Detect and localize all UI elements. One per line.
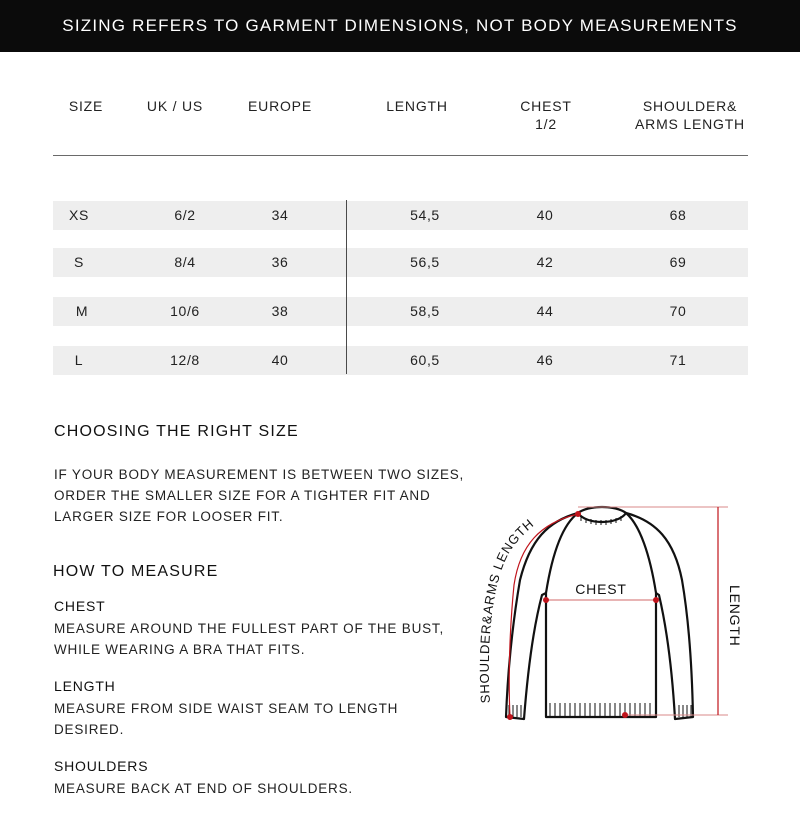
- cell-chest: 44: [536, 303, 554, 319]
- choosing-line: LARGER SIZE FOR LOOSER FIT.: [54, 509, 284, 524]
- cell-size: M: [75, 303, 89, 319]
- cell-europe: 40: [271, 352, 289, 368]
- chest-line: MEASURE AROUND THE FULLEST PART OF THE BUST,: [54, 621, 445, 636]
- sweater-diagram: [460, 495, 760, 730]
- cell-europe: 36: [271, 254, 289, 270]
- banner: [0, 0, 800, 52]
- cell-chest: 40: [536, 207, 554, 223]
- length-line: DESIRED.: [54, 722, 125, 737]
- table-column-divider: [346, 200, 347, 374]
- cuff-marker: [507, 714, 513, 720]
- header-rule: [53, 155, 748, 156]
- shoulders-line: MEASURE BACK AT END OF SHOULDERS.: [54, 781, 353, 796]
- header-length: LENGTH: [386, 98, 448, 114]
- table-row: [53, 248, 748, 277]
- chest-marker: [653, 597, 659, 603]
- choosing-line: IF YOUR BODY MEASUREMENT IS BETWEEN TWO SIZES,: [54, 467, 465, 482]
- cell-shoulder-arms: 71: [669, 352, 687, 368]
- table-row: [53, 346, 748, 375]
- cell-uk-us: 10/6: [170, 303, 200, 319]
- cell-size: XS: [69, 207, 89, 223]
- header-uk-us: UK / US: [146, 98, 204, 114]
- shoulder-arms-label-path: SHOULDER&ARMS LENGTH: [476, 515, 537, 704]
- cell-shoulder-arms: 70: [669, 303, 687, 319]
- chest-label: CHEST: [575, 581, 627, 597]
- cell-length: 60,5: [410, 352, 440, 368]
- length-label: LENGTH: [727, 585, 743, 647]
- how-title: HOW TO MEASURE: [53, 563, 219, 580]
- header-shoulder-arms: SHOULDER& ARMS LENGTH: [635, 98, 745, 132]
- cell-shoulder-arms: 69: [669, 254, 687, 270]
- choosing-title: CHOOSING THE RIGHT SIZE: [54, 423, 299, 440]
- cell-shoulder-arms: 68: [669, 207, 687, 223]
- cell-uk-us: 12/8: [170, 352, 200, 368]
- table-row: [53, 201, 748, 230]
- hem-marker: [622, 712, 628, 718]
- cell-size: S: [74, 254, 84, 270]
- header-size: SIZE: [68, 98, 104, 114]
- header-europe: EUROPE: [248, 98, 312, 114]
- table-row: [53, 297, 748, 326]
- length-line: MEASURE FROM SIDE WAIST SEAM TO LENGTH: [54, 701, 399, 716]
- header-chest: CHEST 1/2: [520, 98, 572, 132]
- chest-line: WHILE WEARING A BRA THAT FITS.: [54, 642, 306, 657]
- chest-marker: [543, 597, 549, 603]
- cell-europe: 34: [271, 207, 289, 223]
- cell-chest: 42: [536, 254, 554, 270]
- sweater-icon: [506, 507, 693, 719]
- cell-size: L: [74, 352, 84, 368]
- chest-heading: CHEST: [54, 598, 106, 614]
- banner-text: SIZING REFERS TO GARMENT DIMENSIONS, NOT BODY MEASUREMENTS: [62, 16, 738, 35]
- cell-length: 58,5: [410, 303, 440, 319]
- cell-uk-us: 6/2: [174, 207, 196, 223]
- cell-length: 56,5: [410, 254, 440, 270]
- cell-uk-us: 8/4: [174, 254, 196, 270]
- choosing-line: ORDER THE SMALLER SIZE FOR A TIGHTER FIT AND: [54, 488, 431, 503]
- shoulders-heading: SHOULDERS: [54, 758, 149, 774]
- cell-length: 54,5: [410, 207, 440, 223]
- length-heading: LENGTH: [54, 678, 116, 694]
- cell-chest: 46: [536, 352, 554, 368]
- cell-europe: 38: [271, 303, 289, 319]
